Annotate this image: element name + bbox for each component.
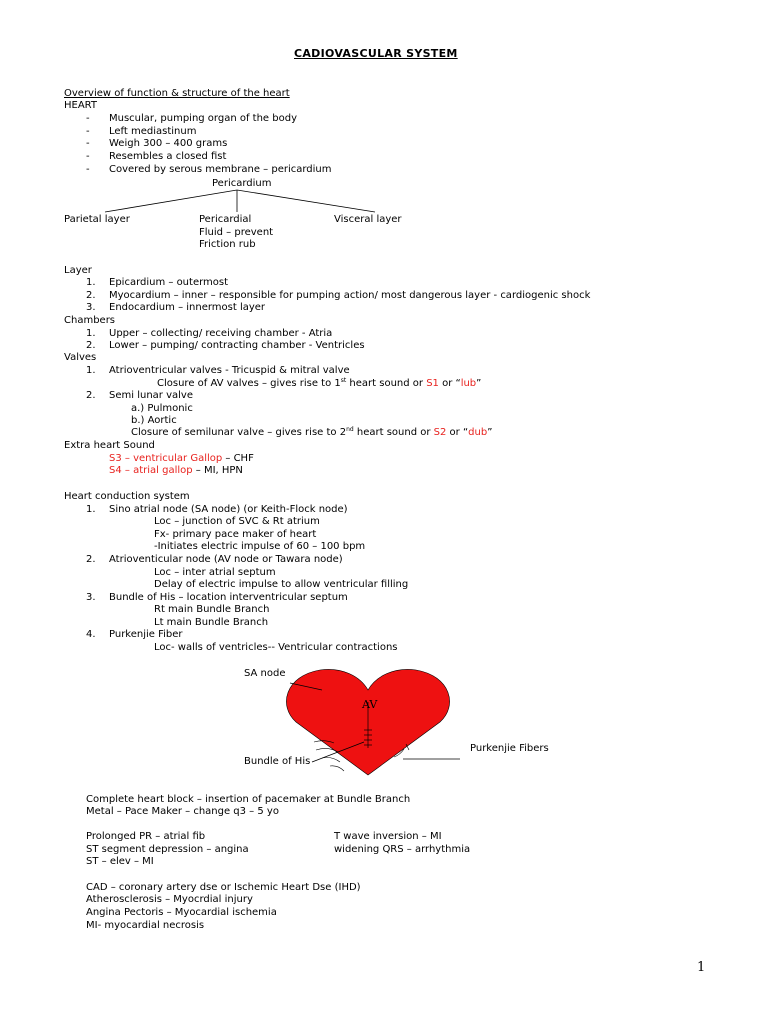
bullet-dash: - <box>86 138 90 149</box>
s3-line: S3 – ventricular Gallop – CHF <box>109 453 254 464</box>
page-number: 1 <box>697 960 706 975</box>
list-number: 2. <box>86 340 96 351</box>
chamber-item: Lower – pumping/ contracting chamber - Ventricles <box>109 340 365 351</box>
layer-heading: Layer <box>64 265 92 276</box>
conduction-detail: Loc – inter atrial septum <box>154 567 276 578</box>
pericardial-fluid: Fluid – prevent <box>199 227 274 238</box>
overview-bullet: Covered by serous membrane – pericardium <box>109 164 332 175</box>
list-number: 2. <box>86 554 96 565</box>
list-number: 1. <box>86 365 96 376</box>
list-number: 3. <box>86 302 96 313</box>
valves-heading: Valves <box>64 352 97 363</box>
page-title: CADIOVASCULAR SYSTEM <box>294 47 458 60</box>
list-number: 1. <box>86 277 96 288</box>
bullet-dash: - <box>86 113 90 124</box>
conduction-detail: Rt main Bundle Branch <box>154 604 270 615</box>
list-number: 3. <box>86 592 96 603</box>
note-left: ST – elev – MI <box>86 856 154 867</box>
note-line: Metal – Pace Maker – change q3 – 5 yo <box>86 806 279 817</box>
conduction-detail: Lt main Bundle Branch <box>154 617 269 628</box>
bullet-dash: - <box>86 126 90 137</box>
layer-item: Epicardium – outermost <box>109 277 229 288</box>
note-right: T wave inversion – MI <box>334 831 442 842</box>
valve-subitem: a.) Pulmonic <box>131 403 193 414</box>
overview-bullet: Left mediastinum <box>109 126 197 137</box>
note-line: MI- myocardial necrosis <box>86 920 205 931</box>
purkenjie-fibers-label: Purkenjie Fibers <box>470 743 549 754</box>
conduction-detail: Fx- primary pace maker of heart <box>154 529 317 540</box>
valve-item: Atrioventricular valves - Tricuspid & mitral valve <box>109 365 350 376</box>
valve-subitem: b.) Aortic <box>131 415 177 426</box>
overview-heading: Overview of function & structure of the heart <box>64 88 290 99</box>
bullet-dash: - <box>86 164 90 175</box>
note-left: Prolonged PR – atrial fib <box>86 831 206 842</box>
pericardial-fluid: Pericardial <box>199 214 252 225</box>
av-label: AV <box>362 698 378 711</box>
pericardial-fluid: Friction rub <box>199 239 256 250</box>
conduction-item: Purkenjie Fiber <box>109 629 183 640</box>
list-number: 1. <box>86 504 96 515</box>
heart-label: HEART <box>64 100 98 111</box>
note-line: Angina Pectoris – Myocardial ischemia <box>86 907 277 918</box>
chambers-heading: Chambers <box>64 315 116 326</box>
bundle-of-his-label: Bundle of His <box>244 756 311 767</box>
valve-item: Semi lunar valve <box>109 390 193 401</box>
overview-bullet: Resembles a closed fist <box>109 151 227 162</box>
sa-node-label: SA node <box>244 668 286 679</box>
conduction-item: Sino atrial node (SA node) (or Keith-Flock node) <box>109 504 348 515</box>
layer-item: Myocardium – inner – responsible for pumping action/ most dangerous layer - cardiogenic shock <box>109 290 591 301</box>
s4-line: S4 – atrial gallop – MI, HPN <box>109 465 243 476</box>
parietal-layer: Parietal layer <box>64 214 130 225</box>
bullet-dash: - <box>86 151 90 162</box>
conduction-detail: Loc- walls of ventricles-- Ventricular contractions <box>154 642 398 653</box>
conduction-detail: Loc – junction of SVC & Rt atrium <box>154 516 320 527</box>
extra-sound-heading: Extra heart Sound <box>64 440 155 451</box>
note-right: widening QRS – arrhythmia <box>334 844 471 855</box>
list-number: 2. <box>86 290 96 301</box>
overview-bullet: Muscular, pumping organ of the body <box>109 113 297 124</box>
chamber-item: Upper – collecting/ receiving chamber - Atria <box>109 328 333 339</box>
note-left: ST segment depression – angina <box>86 844 249 855</box>
sl-closure-note: Closure of semilunar valve – gives rise to 2nd heart sound or S2 or “dub” <box>131 426 493 438</box>
conduction-item: Atrioventicular node (AV node or Tawara node) <box>109 554 343 565</box>
conduction-item: Bundle of His – location interventricular septum <box>109 592 348 603</box>
av-closure-note: Closure of AV valves – gives rise to 1st heart sound or S1 or “lub” <box>157 377 482 389</box>
pericardium-root: Pericardium <box>212 178 272 189</box>
list-number: 2. <box>86 390 96 401</box>
conduction-detail: Delay of electric impulse to allow ventricular filling <box>154 579 409 590</box>
note-line: CAD – coronary artery dse or Ischemic Heart Dse (IHD) <box>86 882 361 893</box>
conduction-detail: -Initiates electric impulse of 60 – 100 bpm <box>154 541 366 552</box>
note-line: Atherosclerosis – Myocrdial injury <box>86 894 253 905</box>
list-number: 4. <box>86 629 96 640</box>
layer-item: Endocardium – innermost layer <box>109 302 266 313</box>
overview-bullet: Weigh 300 – 400 grams <box>109 138 228 149</box>
conduction-heading: Heart conduction system <box>64 491 190 502</box>
note-line: Complete heart block – insertion of pacemaker at Bundle Branch <box>86 794 411 805</box>
list-number: 1. <box>86 328 96 339</box>
visceral-layer: Visceral layer <box>334 214 402 225</box>
